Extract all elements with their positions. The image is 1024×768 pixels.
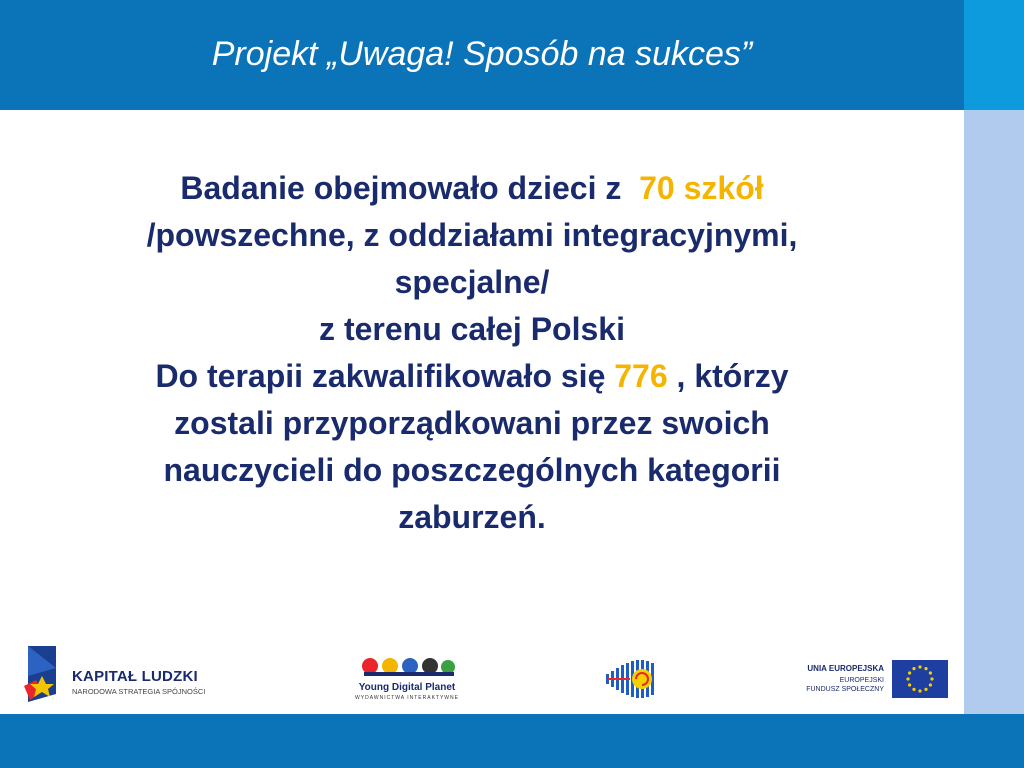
eu-logo	[790, 658, 950, 700]
eu-line-3: FUNDUSZ SPOŁECZNY	[806, 686, 884, 693]
body-line-4: z terenu całej Polski	[319, 311, 625, 347]
partner-emblem-logo	[604, 658, 660, 700]
slide-body	[40, 165, 904, 541]
kapital-ludzki-title: KAPITAŁ LUDZKI	[72, 668, 198, 685]
eu-line-2: EUROPEJSKI	[839, 677, 884, 684]
body-line-6: zostali przyporządkowani przez swoich	[174, 405, 770, 441]
body-line-1: Badanie obejmowało dzieci z 70 szkół	[180, 170, 764, 206]
eu-flag-icon	[892, 660, 948, 698]
ydp-characters-icon	[352, 652, 462, 682]
side-accent-top	[964, 0, 1024, 110]
ydp-name: Young Digital Planet	[358, 682, 456, 693]
footer-bar	[0, 714, 1024, 768]
ydp-subtitle: WYDAWNICTWA INTERAKTYWNE	[355, 695, 459, 701]
kapital-ludzki-subtitle: NARODOWA STRATEGIA SPÓJNOŚCI	[72, 687, 206, 696]
highlight-count: 776	[614, 358, 668, 394]
body-line-2: /powszechne, z oddziałami integracyjnymi,	[146, 217, 798, 253]
body-line-3: specjalne/	[394, 264, 550, 300]
highlight-schools: 70 szkół	[639, 170, 764, 206]
partner-emblem-icon	[604, 658, 660, 700]
body-line-5: Do terapii zakwalifikowało się 776 , którzy	[155, 358, 789, 394]
side-accent-strip	[964, 110, 1024, 714]
kapital-ludzki-logo	[22, 646, 212, 710]
kapital-ludzki-emblem-icon	[22, 646, 62, 710]
header-bar	[0, 0, 964, 110]
eu-line-1: UNIA EUROPEJSKA	[807, 664, 884, 673]
body-line-8: zaburzeń.	[398, 499, 546, 535]
body-line-7: nauczycieli do poszczególnych kategorii	[163, 452, 781, 488]
ydp-logo	[352, 652, 462, 704]
page-title: Projekt „Uwaga! Sposób na sukces”	[211, 35, 753, 73]
